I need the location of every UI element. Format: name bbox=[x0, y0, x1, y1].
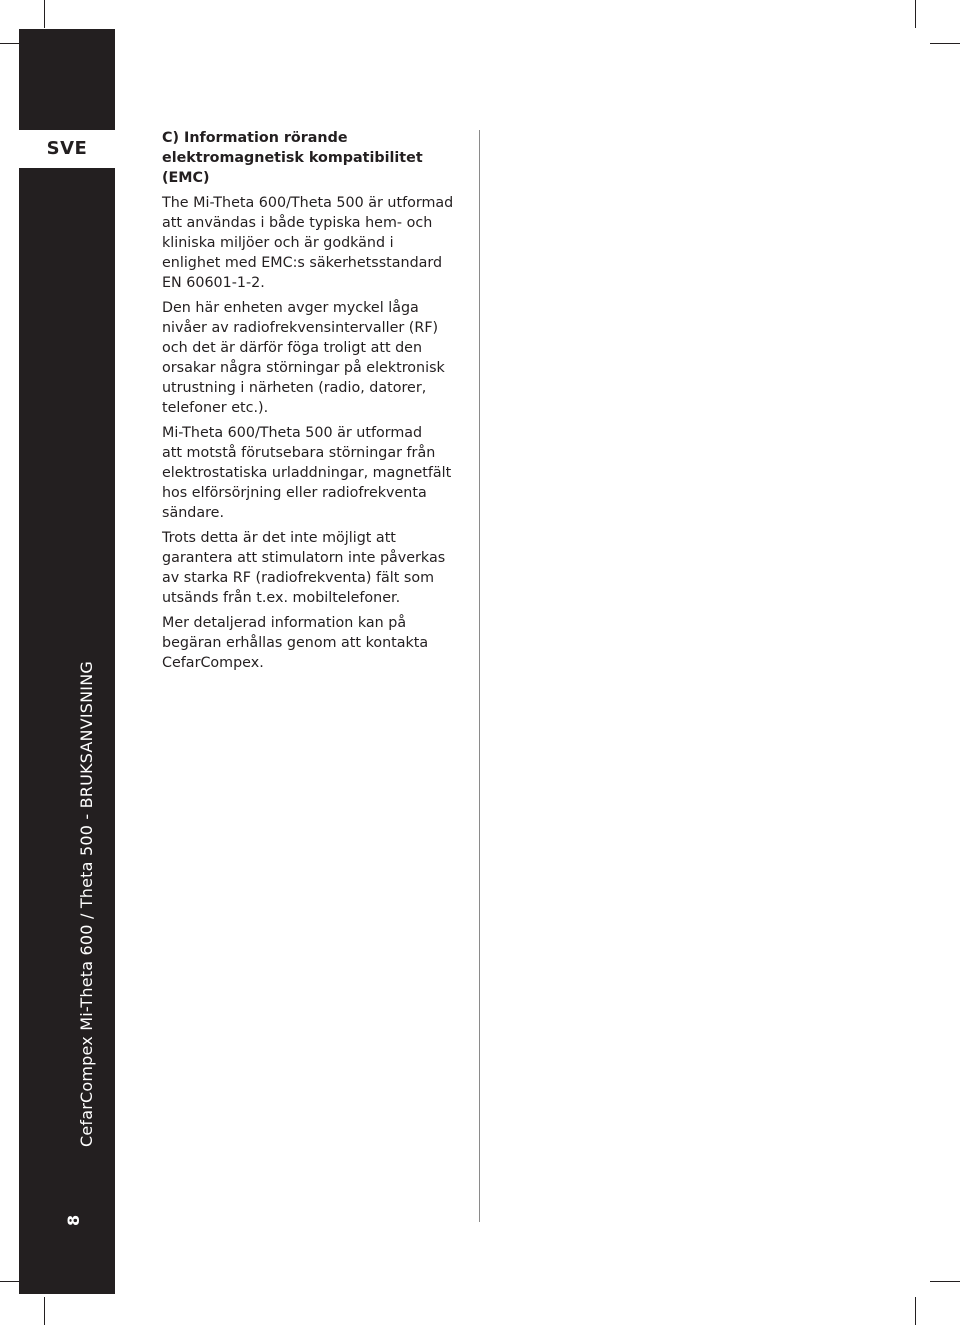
section-heading bbox=[162, 128, 467, 188]
text-line: hos elförsörjning eller radiofrekventa bbox=[162, 485, 427, 501]
text-line: att motstå förutsebara störningar från bbox=[162, 445, 436, 461]
text-line: och det är därför föga troligt att den bbox=[162, 340, 423, 356]
column-divider bbox=[479, 130, 480, 1222]
crop-mark-bottom-right-horizontal bbox=[930, 1281, 960, 1282]
page-number: 8 bbox=[64, 1214, 83, 1226]
text-line: utsänds från t.ex. mobiltelefoner. bbox=[162, 590, 401, 606]
sidebar-band bbox=[19, 168, 115, 1294]
text-line: utrustning i närheten (radio, datorer, bbox=[162, 380, 427, 396]
text-line: begäran erhållas genom att kontakta bbox=[162, 635, 429, 651]
text-line: Mer detaljerad information kan på bbox=[162, 615, 407, 631]
paragraph-rf-warning bbox=[162, 528, 467, 608]
text-line: EN 60601-1-2. bbox=[162, 275, 265, 291]
text-line: orsakar några störningar på elektronisk bbox=[162, 360, 445, 376]
paragraph-more-info bbox=[162, 613, 467, 673]
text-line: CefarCompex. bbox=[162, 655, 264, 671]
paragraph-interference-resistance bbox=[162, 423, 467, 523]
crop-mark-bottom-right-vertical bbox=[915, 1297, 916, 1325]
sidebar-band-top bbox=[19, 29, 115, 130]
crop-mark-top-left-vertical bbox=[44, 0, 45, 28]
paragraph-rf-emission bbox=[162, 298, 467, 418]
crop-mark-top-right-vertical bbox=[915, 0, 916, 28]
text-line: Trots detta är det inte möjligt att bbox=[162, 530, 396, 546]
paragraph-emc-design bbox=[162, 193, 467, 293]
text-line: The Mi-Theta 600/Theta 500 är utformad bbox=[162, 195, 454, 211]
text-line: garantera att stimulatorn inte påverkas bbox=[162, 550, 446, 566]
crop-mark-bottom-left-vertical bbox=[44, 1297, 45, 1325]
text-line: nivåer av radiofrekvensintervaller (RF) bbox=[162, 320, 439, 336]
section-heading-line: elektromagnetisk kompatibilitet (EMC) bbox=[162, 150, 423, 186]
language-label: SVE bbox=[46, 138, 88, 159]
section-heading-line: C) Information rörande bbox=[162, 130, 348, 146]
text-line: enlighet med EMC:s säkerhetsstandard bbox=[162, 255, 443, 271]
text-line: av starka RF (radiofrekventa) fält som bbox=[162, 570, 435, 586]
text-line: kliniska miljöer och är godkänd i bbox=[162, 235, 394, 251]
text-line: Den här enheten avger myckel låga bbox=[162, 300, 419, 316]
crop-mark-top-right-horizontal bbox=[930, 43, 960, 44]
text-line: sändare. bbox=[162, 505, 225, 521]
text-line: Mi-Theta 600/Theta 500 är utformad bbox=[162, 425, 423, 441]
text-line: elektrostatiska urladdningar, magnetfält bbox=[162, 465, 452, 481]
text-line: telefoner etc.). bbox=[162, 400, 269, 416]
emc-section bbox=[162, 128, 467, 678]
text-line: att användas i både typiska hem- och bbox=[162, 215, 433, 231]
document-title-vertical: CefarCompex Mi-Theta 600 / Theta 500 - BRUKSANVISNING bbox=[77, 661, 96, 1147]
